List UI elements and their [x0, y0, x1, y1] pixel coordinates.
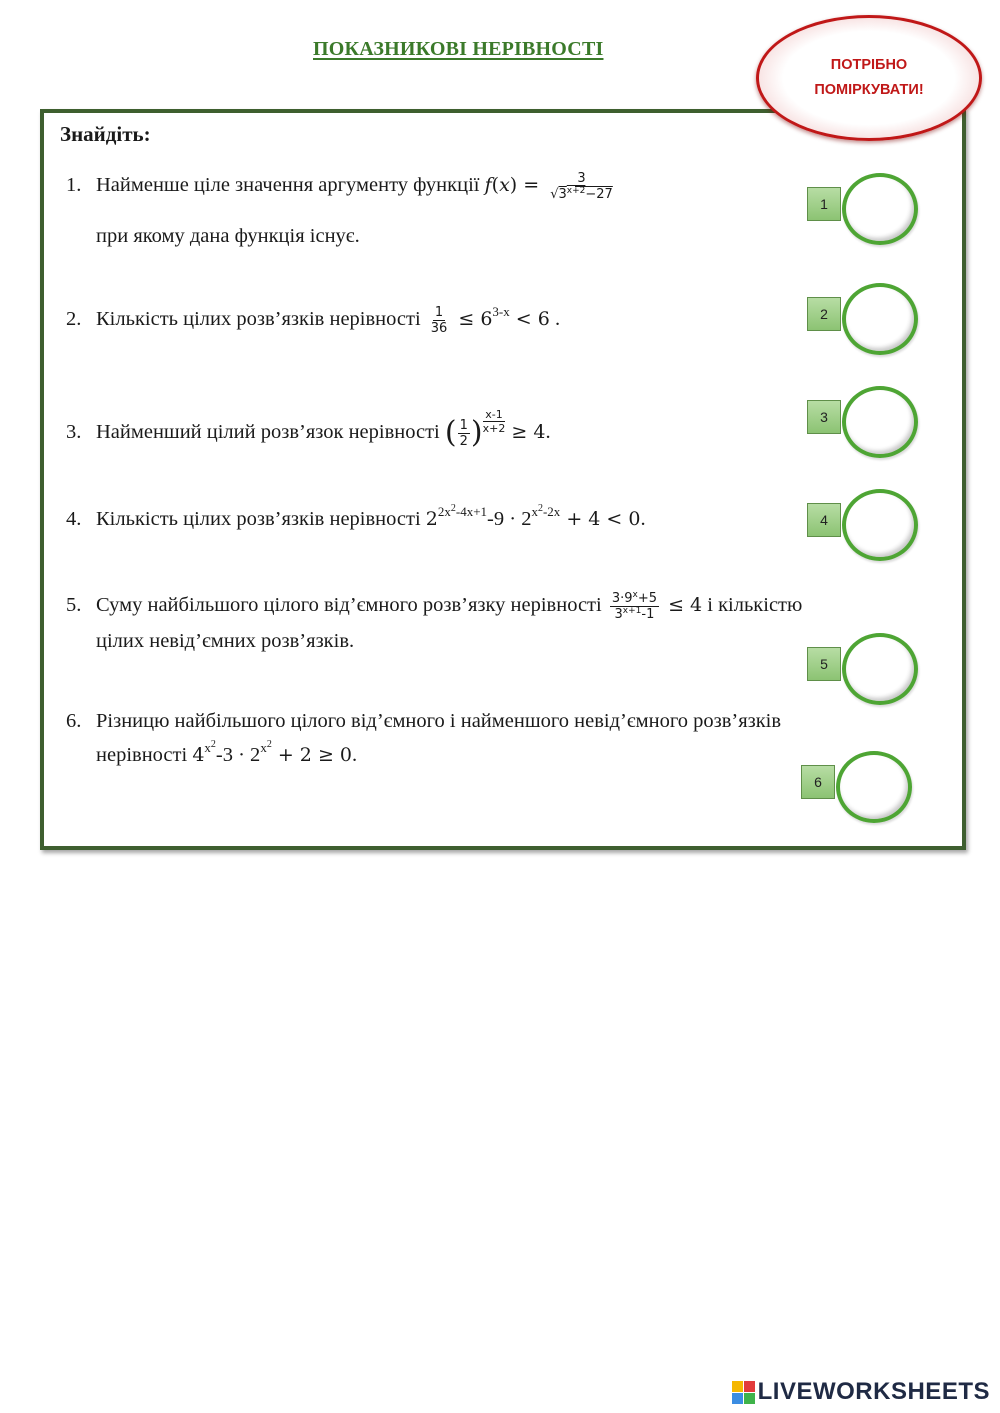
- task-1-continuation: при якому дана функція існує.: [96, 225, 360, 247]
- task-number: 6.: [66, 710, 82, 732]
- task-number: 4.: [66, 508, 82, 530]
- answer-box-3[interactable]: [806, 383, 926, 463]
- page-title: ПОКАЗНИКОВІ НЕРІВНОСТІ: [313, 38, 604, 60]
- exp-part: x: [260, 740, 267, 755]
- math-base: 6: [480, 308, 493, 330]
- math-x: x: [499, 174, 510, 196]
- task-6-continuation: [96, 738, 357, 772]
- hint-badge: [756, 15, 982, 141]
- liveworksheets-brand: LIVEWORKSHEETS: [757, 1378, 990, 1405]
- math-le: ≤ 4: [662, 594, 703, 616]
- fraction-numerator: 1: [434, 304, 444, 320]
- task-4: [66, 502, 646, 536]
- math-exponent: [531, 504, 560, 519]
- task-1: 1. Найменше ціле значення аргументу функції f(x) = $\frac{3}{√3^{x+2}-27}$: [66, 168, 618, 202]
- math-base: 2: [425, 508, 438, 530]
- answer-box-2[interactable]: [806, 280, 926, 360]
- task-number: 1.: [66, 174, 82, 196]
- math-base: 3: [558, 186, 567, 202]
- find-label: Знайдіть:: [60, 122, 151, 146]
- answer-input-5[interactable]: [842, 633, 918, 705]
- answer-box-4[interactable]: [806, 486, 926, 566]
- fraction: [458, 418, 470, 449]
- task-text: Кількість цілих розв’язків нерівності: [96, 308, 421, 330]
- answer-tag-4: 4: [807, 503, 841, 537]
- math-base: 4: [192, 744, 205, 766]
- math-end: .: [545, 421, 551, 443]
- answer-input-6[interactable]: [836, 751, 912, 823]
- math-end: .: [549, 308, 561, 330]
- fraction-numerator: [610, 591, 659, 607]
- math-mid: -3 · 2: [215, 744, 261, 766]
- task-text: нерівності: [96, 744, 193, 766]
- math-eq: =: [517, 174, 546, 196]
- answer-box-1[interactable]: [806, 170, 926, 250]
- math-exponent: 3-x: [492, 304, 510, 319]
- answer-input-3[interactable]: [842, 386, 918, 458]
- liveworksheets-icon: [732, 1381, 755, 1404]
- exp-power: 2: [537, 503, 543, 514]
- answer-box-6[interactable]: [800, 748, 920, 828]
- task-number: 3.: [66, 421, 82, 443]
- fraction-numerator: 1: [459, 417, 468, 433]
- math-exponent: x+2: [566, 185, 586, 196]
- math-paren-group: [444, 415, 483, 451]
- fraction-denominator: [548, 187, 615, 202]
- task-text: Найменший цілий розв’язок нерівності: [96, 421, 440, 443]
- exp-part: 2x: [437, 504, 451, 519]
- math-exponent: [204, 740, 216, 755]
- num-part-b: +5: [637, 590, 658, 606]
- math-le: ≤: [452, 308, 481, 330]
- task-5: [66, 588, 802, 622]
- den-part-a: 3: [614, 606, 623, 622]
- math-tail: + 2 ≥ 0: [271, 744, 352, 766]
- answer-input-1[interactable]: [842, 173, 918, 245]
- answer-tag-3: 3: [807, 400, 841, 434]
- task-text-after: і кількістю: [702, 594, 803, 616]
- exponent-numerator: x-1: [485, 408, 503, 421]
- math-lt: < 6: [509, 308, 550, 330]
- num-exponent: x: [632, 589, 638, 600]
- fraction: [610, 591, 659, 622]
- badge-line-1: ПОТРІБНО: [830, 57, 908, 73]
- task-text: Кількість цілих розв’язків нерівності: [96, 508, 421, 530]
- fraction-denominator: 2: [459, 433, 468, 449]
- right-paren: ): [470, 415, 483, 451]
- answer-input-4[interactable]: [842, 489, 918, 561]
- fraction-numerator: 3: [577, 170, 586, 186]
- math-minus: −27: [585, 186, 613, 202]
- math-end: .: [640, 508, 646, 530]
- exp-part: -4x+1: [455, 504, 488, 519]
- exp-part: x: [204, 740, 211, 755]
- liveworksheets-logo: [732, 1378, 990, 1406]
- math-exponent: [438, 504, 487, 519]
- den-exponent: x+1: [622, 605, 642, 616]
- answer-tag-1: 1: [807, 187, 841, 221]
- task-5-continuation: цілих невід’ємних розв’язків.: [96, 630, 355, 652]
- fraction: [429, 305, 450, 336]
- exponent-fraction: [483, 408, 506, 435]
- fraction: [548, 171, 615, 202]
- math-ge: ≥ 4: [505, 421, 546, 443]
- answer-tag-5: 5: [807, 647, 841, 681]
- exp-power: 2: [450, 503, 456, 514]
- math-exponent: [260, 740, 272, 755]
- fraction-denominator: [613, 607, 657, 622]
- task-number: 2.: [66, 308, 82, 330]
- task-number: 5.: [66, 594, 82, 616]
- answer-input-2[interactable]: [842, 283, 918, 355]
- fraction-denominator: 36: [430, 320, 448, 336]
- task-3: [66, 408, 551, 449]
- num-part-a: 3·9: [611, 590, 633, 606]
- answer-tag-6: 6: [801, 765, 835, 799]
- answer-box-5[interactable]: [806, 630, 926, 710]
- sqrt-sign: √: [550, 186, 559, 202]
- answer-tag-2: 2: [807, 297, 841, 331]
- math-mid: -9 · 2: [487, 508, 532, 530]
- exp-part: x: [531, 504, 538, 519]
- task-text: Суму найбільшого цілого від’ємного розв’язку нерівності: [96, 594, 602, 616]
- math-tail: + 4 < 0: [560, 508, 641, 530]
- left-paren: (: [444, 415, 457, 451]
- math-end: .: [352, 744, 358, 766]
- exp-part: -2x: [542, 504, 561, 519]
- den-part-b: -1: [641, 606, 655, 622]
- task-text: Найменше ціле значення аргументу функції: [96, 174, 480, 196]
- task-2: [66, 302, 560, 336]
- exp-power: 2: [266, 739, 272, 750]
- exponent-denominator: x+2: [482, 422, 506, 435]
- task-text: Різницю найбільшого цілого від’ємного і найменшого невід’ємного розв’язків: [96, 710, 782, 732]
- badge-line-2: ПОМІРКУВАТИ!: [814, 82, 924, 98]
- exp-power: 2: [210, 739, 216, 750]
- math-f: f: [484, 174, 492, 196]
- task-6: [66, 704, 781, 738]
